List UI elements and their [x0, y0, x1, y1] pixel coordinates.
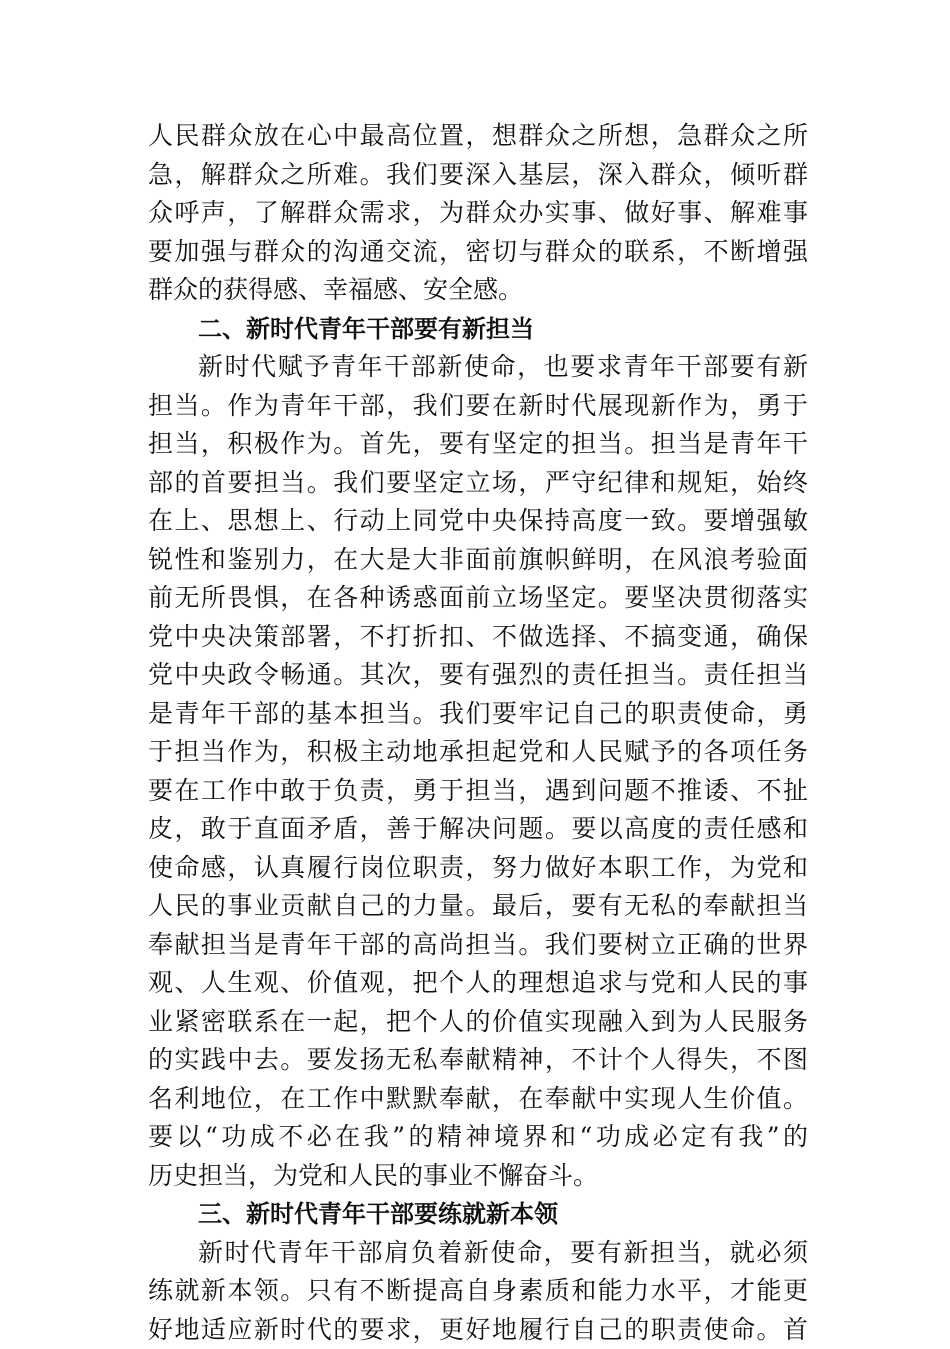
text-line: 使命感，认真履行岗位职责，努力做好本职工作，为党和	[148, 849, 808, 888]
text-line: 锐性和鉴别力，在大是大非面前旗帜鲜明，在风浪考验面	[148, 541, 808, 580]
text-line: 众呼声，了解群众需求，为群众办实事、做好事、解难事	[148, 194, 808, 233]
text-line: 群众的获得感、幸福感、安全感。	[148, 271, 808, 310]
text-line: 新时代青年干部肩负着新使命，要有新担当，就必须	[148, 1234, 808, 1273]
text-line: 人民的事业贡献自己的力量。最后，要有无私的奉献担当	[148, 887, 808, 926]
text-line: 奉献担当是青年干部的高尚担当。我们要树立正确的世界	[148, 926, 808, 965]
text-line: 于担当作为，积极主动地承担起党和人民赋予的各项任务	[148, 733, 808, 772]
text-line: 要在工作中敢于负责，勇于担当，遇到问题不推诿、不扯	[148, 772, 808, 811]
text-line: 担当，积极作为。首先，要有坚定的担当。担当是青年干	[148, 425, 808, 464]
text-line: 党中央决策部署，不打折扣、不做选择、不搞变通，确保	[148, 618, 808, 657]
text-line: 党中央政令畅通。其次，要有强烈的责任担当。责任担当	[148, 656, 808, 695]
text-line: 在上、思想上、行动上同党中央保持高度一致。要增强敏	[148, 502, 808, 541]
text-line: 前无所畏惧，在各种诱惑面前立场坚定。要坚决贯彻落实	[148, 579, 808, 618]
paragraph-2	[148, 348, 808, 1195]
text-line: 练就新本领。只有不断提高自身素质和能力水平，才能更	[148, 1272, 808, 1311]
text-line: 新时代赋予青年干部新使命，也要求青年干部要有新	[148, 348, 808, 387]
text-line: 业紧密联系在一起，把个人的价值实现融入到为人民服务	[148, 1003, 808, 1042]
text-line: 部的首要担当。我们要坚定立场，严守纪律和规矩，始终	[148, 464, 808, 503]
text-line: 急，解群众之所难。我们要深入基层，深入群众，倾听群	[148, 156, 808, 195]
text-line: 的实践中去。要发扬无私奉献精神，不计个人得失，不图	[148, 1041, 808, 1080]
text-line: 名利地位，在工作中默默奉献，在奉献中实现人生价值。	[148, 1080, 808, 1119]
paragraph-3	[148, 1234, 808, 1349]
text-line: 是青年干部的基本担当。我们要牢记自己的职责使命，勇	[148, 695, 808, 734]
paragraph-1	[148, 117, 808, 310]
document-body	[148, 117, 808, 1349]
section-heading-2: 二、新时代青年干部要有新担当	[148, 310, 808, 349]
text-line: 观、人生观、价值观，把个人的理想追求与党和人民的事	[148, 964, 808, 1003]
section-heading-3: 三、新时代青年干部要练就新本领	[148, 1195, 808, 1234]
text-line: 历史担当，为党和人民的事业不懈奋斗。	[148, 1157, 808, 1196]
text-line: 皮，敢于直面矛盾，善于解决问题。要以高度的责任感和	[148, 810, 808, 849]
text-line: 要以“功成不必在我”的精神境界和“功成必定有我”的	[148, 1118, 808, 1157]
text-line: 要加强与群众的沟通交流，密切与群众的联系，不断增强	[148, 233, 808, 272]
text-line: 担当。作为青年干部，我们要在新时代展现新作为，勇于	[148, 387, 808, 426]
text-line: 好地适应新时代的要求，更好地履行自己的职责使命。首	[148, 1311, 808, 1349]
text-line: 人民群众放在心中最高位置，想群众之所想，急群众之所	[148, 117, 808, 156]
